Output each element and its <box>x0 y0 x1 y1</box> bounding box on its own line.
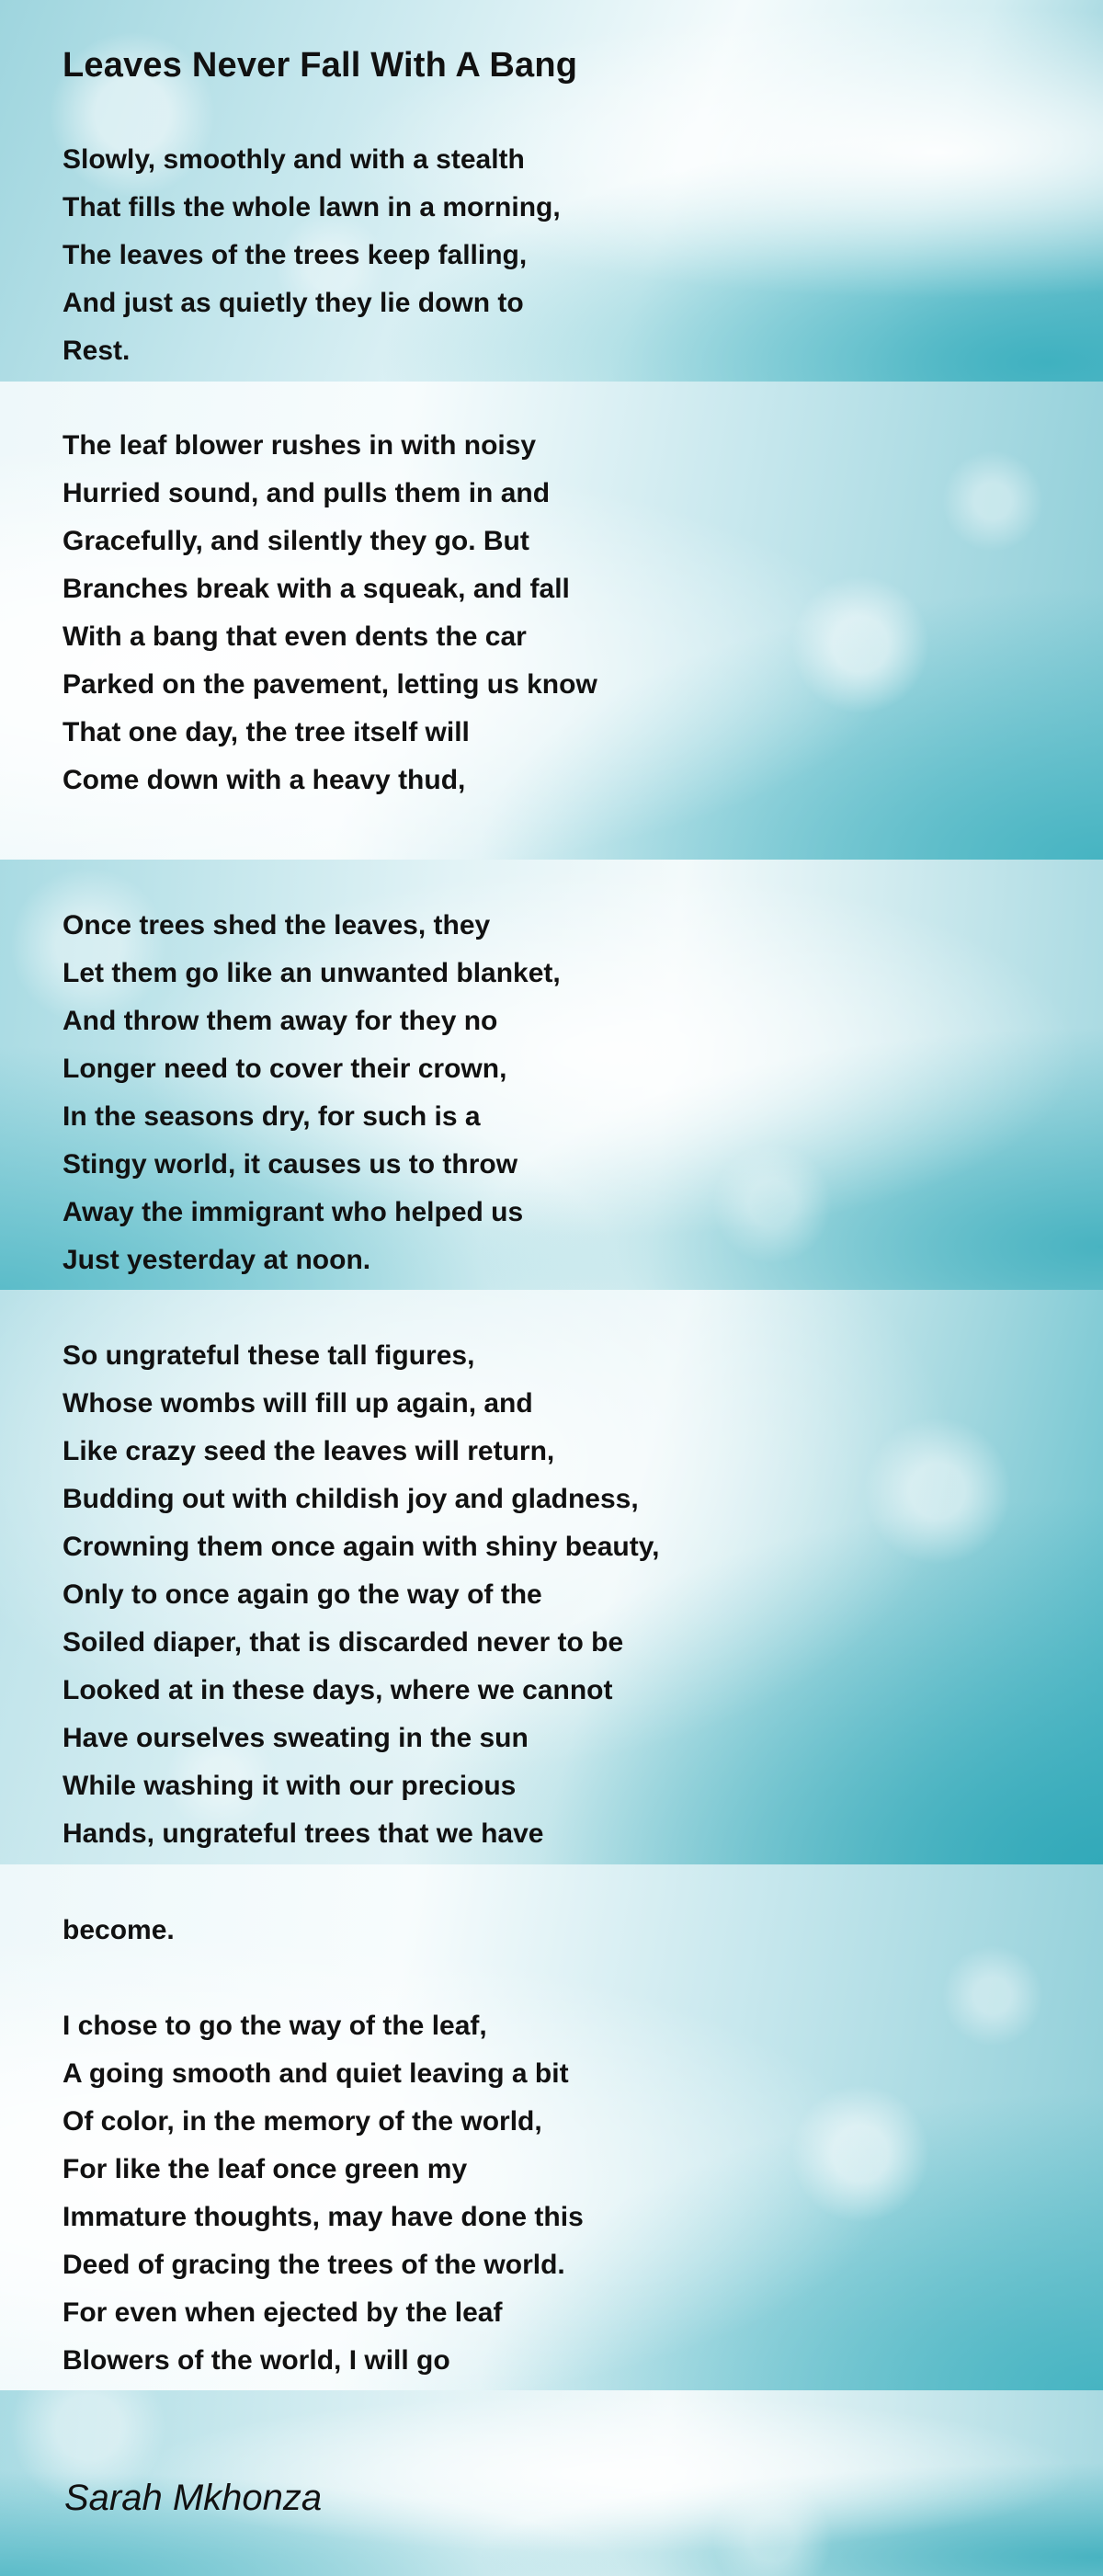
poem-panel-1 <box>0 0 1103 382</box>
poem-line: Looked at in these days, where we cannot <box>63 1675 613 1705</box>
stanza-4 <box>63 1332 660 1858</box>
poem-panel-2 <box>0 382 1103 860</box>
poem-line: Whose wombs will fill up again, and <box>63 1388 533 1419</box>
poem-line: I chose to go the way of the leaf, <box>63 2011 487 2041</box>
poem-line: Come down with a heavy thud, <box>63 765 466 795</box>
poem-line: Only to once again go the way of the <box>63 1579 542 1610</box>
poem-line: Let them go like an unwanted blanket, <box>63 958 561 988</box>
poem-line: Blowers of the world, I will go <box>63 2345 450 2376</box>
poem-line: Slowly, smoothly and with a stealth <box>63 144 525 175</box>
poem-line: Of color, in the memory of the world, <box>63 2106 542 2137</box>
stanza-5 <box>63 1907 584 2385</box>
poem-line: Like crazy seed the leaves will return, <box>63 1436 555 1466</box>
poem-line: Hands, ungrateful trees that we have <box>63 1818 544 1849</box>
poem-line <box>63 1955 584 2002</box>
poem-line: While washing it with our precious <box>63 1771 517 1801</box>
stanza-1 <box>63 136 561 375</box>
poem-line: So ungrateful these tall figures, <box>63 1340 475 1371</box>
poem-panel-5 <box>0 1864 1103 2390</box>
poem-line: Away the immigrant who helped us <box>63 1197 524 1227</box>
poem-author: Sarah Mkhonza <box>64 2478 323 2518</box>
poem-line: Stingy world, it causes us to throw <box>63 1149 518 1180</box>
poem-line: The leaf blower rushes in with noisy <box>63 430 537 461</box>
poem-line: With a bang that even dents the car <box>63 621 527 652</box>
poem-line: Have ourselves sweating in the sun <box>63 1723 529 1753</box>
author-panel <box>0 2390 1103 2576</box>
poem-line: Immature thoughts, may have done this <box>63 2202 584 2232</box>
poem-line: And throw them away for they no <box>63 1006 498 1036</box>
poem-line: Crowning them once again with shiny beauty, <box>63 1532 660 1562</box>
poem-line: That fills the whole lawn in a morning, <box>63 192 561 222</box>
poem-line: Budding out with childish joy and gladness, <box>63 1484 639 1514</box>
poem-line: Hurried sound, and pulls them in and <box>63 478 551 508</box>
poem-panel-4 <box>0 1290 1103 1864</box>
poem-panel-3 <box>0 860 1103 1290</box>
poem-line: Branches break with a squeak, and fall <box>63 574 570 604</box>
stanza-3 <box>63 902 561 1284</box>
poem-line: That one day, the tree itself will <box>63 717 470 747</box>
poem-line: The leaves of the trees keep falling, <box>63 240 528 270</box>
poem-line: Once trees shed the leaves, they <box>63 910 491 940</box>
stanza-2 <box>63 422 597 804</box>
poem-line: And just as quietly they lie down to <box>63 288 524 318</box>
poem-line: For like the leaf once green my <box>63 2154 468 2184</box>
poem-line: become. <box>63 1915 175 1945</box>
poem-line: Parked on the pavement, letting us know <box>63 669 597 700</box>
poem-title: Leaves Never Fall With A Bang <box>63 46 578 85</box>
poem-line: Just yesterday at noon. <box>63 1245 371 1275</box>
poem-line: Longer need to cover their crown, <box>63 1054 507 1084</box>
poem-line: Soiled diaper, that is discarded never to be <box>63 1627 624 1658</box>
poem-line: For even when ejected by the leaf <box>63 2297 503 2328</box>
poem-line: A going smooth and quiet leaving a bit <box>63 2058 569 2089</box>
poem-line: Gracefully, and silently they go. But <box>63 526 529 556</box>
poem-line: In the seasons dry, for such is a <box>63 1101 481 1132</box>
poem-line: Deed of gracing the trees of the world. <box>63 2250 565 2280</box>
poem-line: Rest. <box>63 336 131 366</box>
